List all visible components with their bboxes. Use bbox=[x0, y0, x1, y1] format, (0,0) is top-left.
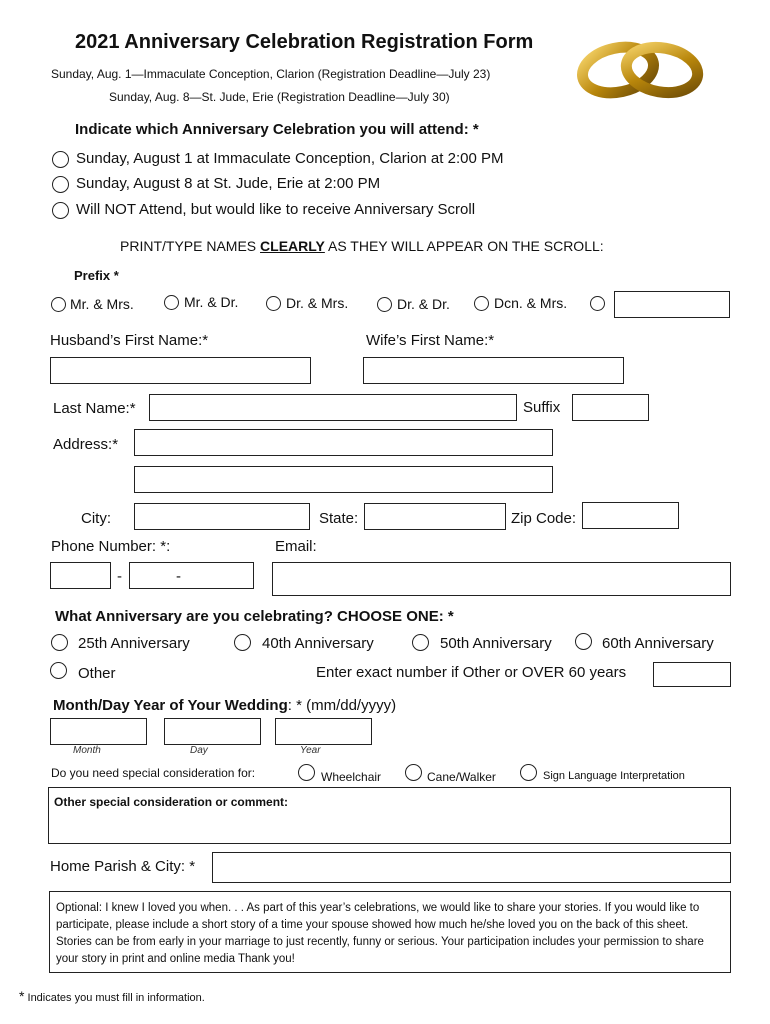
wedding-date-format: : * (mm/dd/yyyy) bbox=[287, 697, 397, 714]
attend-option-radio-1[interactable] bbox=[52, 151, 69, 168]
phone-number-label: Phone Number: *: bbox=[51, 538, 171, 555]
anniversary-radio-40th[interactable] bbox=[234, 634, 251, 651]
prefix-other-field[interactable] bbox=[614, 291, 730, 318]
city-label: City: bbox=[81, 510, 111, 527]
wheelchair-label: Wheelchair bbox=[321, 770, 382, 784]
prefix-radio-mr-dr[interactable] bbox=[164, 295, 179, 310]
wedding-month-field[interactable] bbox=[50, 718, 147, 745]
form-title: 2021 Anniversary Celebration Registration Form bbox=[75, 31, 534, 53]
prefix-radio-dr-dr[interactable] bbox=[377, 297, 392, 312]
prefix-radio-mr-mrs[interactable] bbox=[51, 297, 66, 312]
prefix-label-mr-dr: Mr. & Dr. bbox=[184, 294, 239, 310]
attend-option-label-1: Sunday, August 1 at Immaculate Conception, Clarion at 2:00 PM bbox=[76, 150, 504, 167]
home-parish-label: Home Parish & City: * bbox=[50, 858, 196, 875]
attend-option-radio-2[interactable] bbox=[52, 176, 69, 193]
anniversary-other-number-field[interactable] bbox=[653, 662, 731, 687]
wife-first-name-field[interactable] bbox=[363, 357, 624, 384]
print-note-before: PRINT/TYPE NAMES bbox=[120, 238, 261, 254]
anniversary-radio-25th[interactable] bbox=[51, 634, 68, 651]
attend-question: Indicate which Anniversary Celebration you will attend: * bbox=[75, 121, 479, 138]
event-line-1: Sunday, Aug. 1—Immaculate Conception, Clarion (Registration Deadline—July 23) bbox=[51, 67, 491, 81]
anniversary-radio-50th[interactable] bbox=[412, 634, 429, 651]
cane-walker-radio[interactable] bbox=[405, 764, 422, 781]
footnote-text: Indicates you must fill in information. bbox=[24, 992, 205, 1004]
suffix-field[interactable] bbox=[572, 394, 649, 421]
prefix-label-mr-mrs: Mr. & Mrs. bbox=[70, 296, 134, 312]
optional-story-text: Optional: I knew I loved you when. . . As part of this year’s celebrations, we would like to share your stories. If you would like to participate, please include a short story of a time your spouse showed how much he/she loved you on the back of this sheet. Stories can be from early in your marriage to just recently, funny or serious. Your participation includes your permission to share your story in print and online media Thank you! bbox=[56, 902, 704, 965]
anniversary-label-60th: 60th Anniversary bbox=[602, 635, 714, 652]
sign-language-radio[interactable] bbox=[520, 764, 537, 781]
cane-walker-label: Cane/Walker bbox=[427, 770, 496, 784]
prefix-radio-dcn-mrs[interactable] bbox=[474, 296, 489, 311]
anniversary-radio-other[interactable] bbox=[50, 662, 67, 679]
prefix-label-dr-dr: Dr. & Dr. bbox=[397, 296, 450, 312]
suffix-label: Suffix bbox=[523, 399, 561, 416]
print-note-emphasis: CLEARLY bbox=[260, 238, 325, 254]
anniversary-label-25th: 25th Anniversary bbox=[78, 635, 190, 652]
phone-separator-1: - bbox=[117, 568, 122, 585]
attend-option-label-2: Sunday, August 8 at St. Jude, Erie at 2:00 PM bbox=[76, 175, 381, 192]
phone-area-code-field[interactable] bbox=[50, 562, 111, 589]
address-line-1-field[interactable] bbox=[134, 429, 553, 456]
address-line-2-field[interactable] bbox=[134, 466, 553, 493]
year-caption: Year bbox=[300, 745, 321, 756]
prefix-radio-dr-mrs[interactable] bbox=[266, 296, 281, 311]
city-field[interactable] bbox=[134, 503, 310, 530]
anniversary-question: What Anniversary are you celebrating? CHOOSE ONE: * bbox=[55, 608, 454, 625]
wedding-rings-image bbox=[570, 28, 710, 106]
prefix-radio-other[interactable] bbox=[590, 296, 605, 311]
anniversary-other-hint: Enter exact number if Other or OVER 60 years bbox=[316, 664, 627, 681]
special-consideration-question: Do you need special consideration for: bbox=[51, 766, 256, 780]
special-comment-field[interactable] bbox=[48, 787, 731, 844]
required-footnote bbox=[19, 988, 205, 1004]
state-label: State: bbox=[319, 510, 359, 527]
attend-option-radio-3[interactable] bbox=[52, 202, 69, 219]
day-caption: Day bbox=[190, 745, 208, 756]
email-field[interactable] bbox=[272, 562, 731, 596]
phone-separator-2: - bbox=[176, 568, 181, 585]
wife-first-name-label: Wife’s First Name:* bbox=[366, 332, 495, 349]
email-label: Email: bbox=[275, 538, 317, 555]
wedding-date-label bbox=[53, 697, 396, 714]
phone-number-field[interactable] bbox=[129, 562, 254, 589]
anniversary-radio-60th[interactable] bbox=[575, 633, 592, 650]
print-names-note bbox=[120, 238, 604, 254]
prefix-label-dr-mrs: Dr. & Mrs. bbox=[286, 295, 349, 311]
husband-first-name-field[interactable] bbox=[50, 357, 311, 384]
last-name-label: Last Name:* bbox=[53, 400, 136, 417]
home-parish-field[interactable] bbox=[212, 852, 731, 883]
footnote-star: * bbox=[19, 988, 25, 1004]
anniversary-label-other: Other bbox=[78, 665, 116, 682]
state-field[interactable] bbox=[364, 503, 506, 530]
anniversary-label-50th: 50th Anniversary bbox=[440, 635, 552, 652]
husband-first-name-label: Husband’s First Name:* bbox=[50, 332, 209, 349]
anniversary-label-40th: 40th Anniversary bbox=[262, 635, 374, 652]
zip-code-field[interactable] bbox=[582, 502, 679, 529]
prefix-label-dcn-mrs: Dcn. & Mrs. bbox=[494, 295, 568, 311]
attend-option-label-3: Will NOT Attend, but would like to receive Anniversary Scroll bbox=[76, 201, 476, 218]
wedding-date-label-main: Month/Day Year of Your Wedding bbox=[53, 697, 288, 714]
zip-code-label: Zip Code: bbox=[511, 510, 577, 527]
last-name-field[interactable] bbox=[149, 394, 517, 421]
sign-language-label: Sign Language Interpretation bbox=[543, 770, 685, 782]
address-label: Address:* bbox=[53, 436, 119, 453]
wheelchair-radio[interactable] bbox=[298, 764, 315, 781]
event-line-2: Sunday, Aug. 8—St. Jude, Erie (Registration Deadline—July 30) bbox=[109, 90, 450, 104]
optional-story-box bbox=[49, 891, 731, 973]
prefix-label: Prefix * bbox=[74, 268, 119, 283]
wedding-year-field[interactable] bbox=[275, 718, 372, 745]
special-comment-label: Other special consideration or comment: bbox=[54, 795, 289, 809]
month-caption: Month bbox=[73, 745, 101, 756]
wedding-day-field[interactable] bbox=[164, 718, 261, 745]
print-note-after: AS THEY WILL APPEAR ON THE SCROLL: bbox=[324, 238, 604, 254]
